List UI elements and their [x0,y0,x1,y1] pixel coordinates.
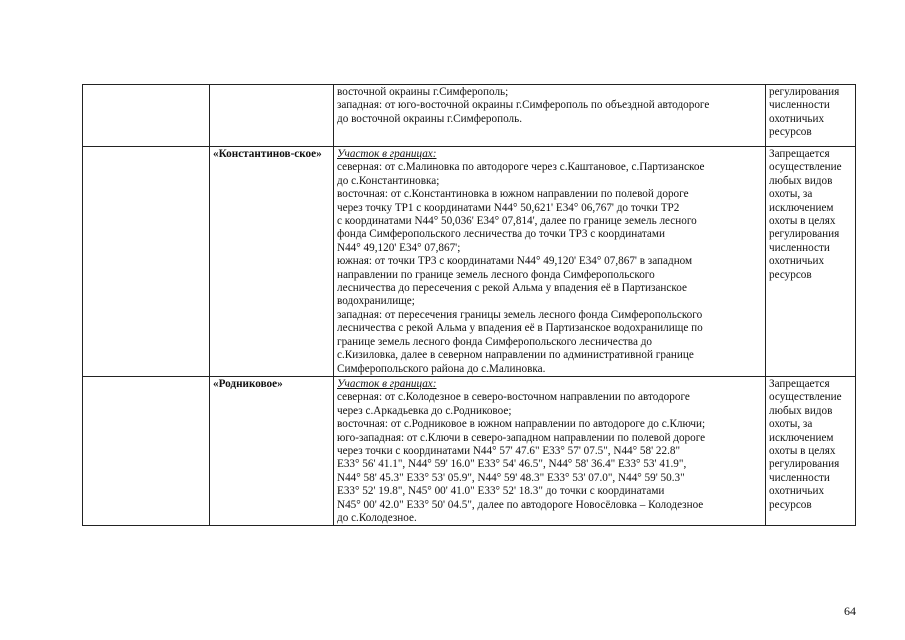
zone-name: «Константинов-ское» [213,148,322,160]
regime-line: охоты в целях [769,444,836,457]
boundary-cell [334,85,766,147]
boundary-line: через с.Аркадьевка до с.Родниковое; [337,404,512,417]
boundary-line: до восточной окраины г.Симферополь. [337,112,523,125]
boundary-line: N44° 58' 45.3" E33° 53' 05.9", N44° 59' 48.3" E33° 53' 07.0", N44° 59' 50.3" [337,471,685,484]
boundary-line: восточная: от с.Константиновка в южном направлении по полевой дороге [337,188,689,201]
zone-name-cell [210,85,334,147]
regime-line: численности [769,241,830,254]
boundary-line: западная: от юго-восточной окраины г.Симферополь по объездной автодороге [337,99,710,112]
regime-line: Запрещается [769,148,830,160]
regime-line: исключением [769,201,834,214]
boundary-line: через точки с координатами N44° 57' 47.6" E33° 57' 07.5", N44° 58' 22.8" [337,444,681,457]
regime-line: численности [769,99,830,112]
boundary-line: фонда Симферопольского лесничества до точки ТР3 с координатами [337,228,665,241]
regime-line: осуществление [769,161,842,174]
regime-line: регулирования [769,458,840,471]
boundary-line: с координатами N44° 50,036' E34° 07,814', далее по границе земель лесного [337,215,697,228]
regime-line: численности [769,471,830,484]
boundary-line: N44° 49,120' E34° 07,867'; [337,241,461,254]
empty-cell [83,85,210,147]
boundary-line: северная: от с.Малиновка по автодороге через с.Каштановое, с.Партизанское [337,161,705,174]
boundary-line: лесничества с рекой Альма у впадения её в Партизанское водохранилище по [337,322,703,335]
boundary-line: северная: от с.Колодезное в северо-восточном направлении по автодороге [337,391,690,404]
regime-line: регулирования [769,86,840,98]
table-row [83,85,856,147]
regime-cell [766,376,856,525]
boundary-line: E33° 52' 19.8", N45° 00' 41.0" E33° 52' 18.3" до точки с координатами [337,485,665,498]
regime-line: охотничьих [769,255,825,268]
boundary-line: южная: от точки ТР3 с координатами N44° 49,120' E34° 07,867' в западном [337,255,693,268]
boundary-line: границе земель лесного фонда Симферопольского лесничества до [337,335,652,348]
boundary-line: направлении по границе земель лесного фонда Симферопольского [337,268,655,281]
regime-line: ресурсов [769,126,812,139]
boundary-line: водохранилище; [337,295,415,308]
boundary-line: восточной окраины г.Симферополь; [337,86,509,98]
regime-line: охоты в целях [769,215,836,228]
regime-line: охоты, за [769,188,813,201]
boundary-cell [334,147,766,377]
empty-cell [83,147,210,377]
regime-line: любых видов [769,404,833,417]
regime-line: ресурсов [769,268,812,281]
boundary-line: E33° 56' 41.1", N44° 59' 16.0" E33° 54' 46.5", N44° 58' 36.4" E33° 53' 41.9", [337,458,687,471]
hunting-zones-table [82,84,856,526]
zone-name-cell [210,376,334,525]
empty-cell [83,376,210,525]
page-number: 64 [844,604,856,618]
regime-line: любых видов [769,174,833,187]
boundary-line: юго-западная: от с.Ключи в северо-западном направлении по полевой дороге [337,431,706,444]
boundary-line: Симферопольского района до с.Малиновка. [337,362,546,375]
boundary-line: через точку ТР1 с координатами N44° 50,621' E34° 06,767' до точки ТР2 [337,201,680,214]
boundary-cell [334,376,766,525]
boundary-heading: Участок в границах: [337,148,437,160]
zone-name: «Родниковое» [213,377,283,390]
regime-cell [766,147,856,377]
boundary-line: лесничества до пересечения с рекой Альма у впадения её в Партизанское [337,282,687,295]
regime-line: охоты, за [769,418,813,431]
regime-line: ресурсов [769,498,812,511]
regime-cell [766,85,856,147]
boundary-line: с.Кизиловка, далее в северном направлении по административной границе [337,349,694,362]
boundary-line: восточная: от с.Родниковое в южном направлении по автодороге до с.Ключи; [337,418,706,431]
regime-line: охотничьих [769,485,825,498]
boundary-line: до с.Колодезное. [337,511,417,524]
boundary-line: N45° 00' 42.0" E33° 50' 04.5", далее по автодороге Новосёловка – Колодезное [337,498,704,511]
boundary-heading: Участок в границах: [337,377,437,390]
regime-line: исключением [769,431,834,444]
regime-line: охотничьих [769,112,825,125]
regime-line: Запрещается [769,377,830,390]
table-row [83,376,856,525]
regime-line: регулирования [769,228,840,241]
regime-line: осуществление [769,391,842,404]
table-row [83,147,856,377]
boundary-line: западная: от пересечения границы земель лесного фонда Симферопольского [337,308,703,321]
zone-name-cell [210,147,334,377]
boundary-line: до с.Константиновка; [337,174,440,187]
